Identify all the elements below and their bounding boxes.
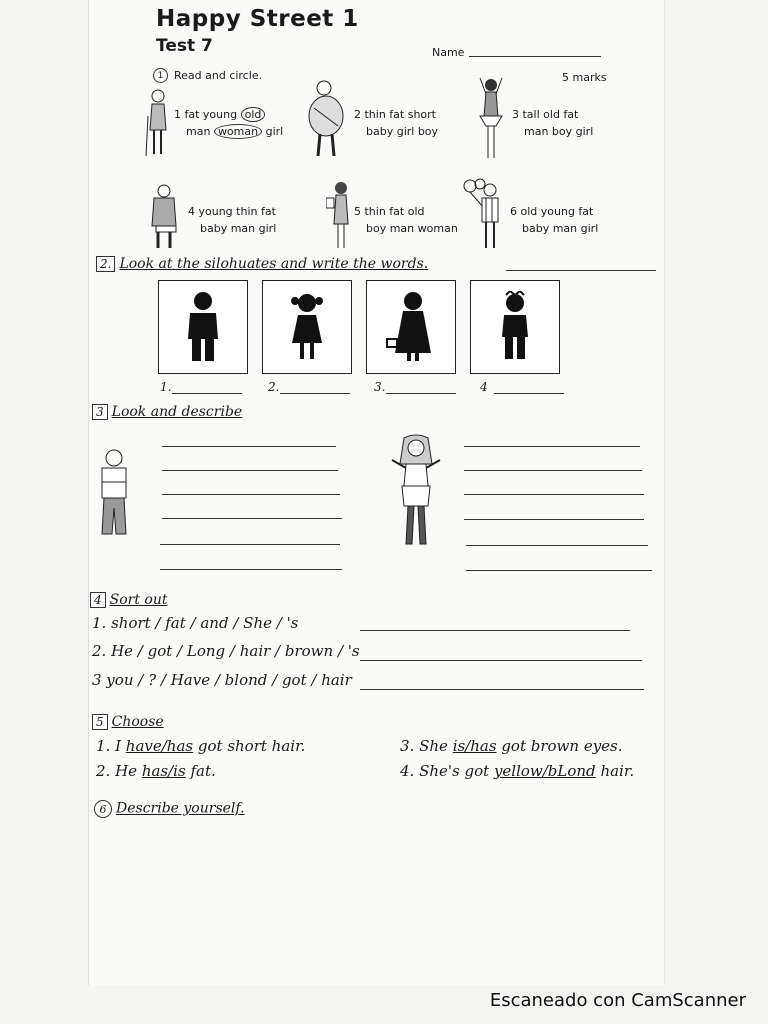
section4-instruction: Sort out <box>109 592 168 608</box>
old-woman-figure <box>140 86 170 158</box>
man-silhouette-icon <box>178 291 228 363</box>
choose-text: got brown eyes. <box>501 737 623 755</box>
describe-line-left-2[interactable] <box>162 470 338 471</box>
name-label: Name <box>432 46 465 59</box>
section3-heading <box>92 404 242 420</box>
choose-text: got short hair. <box>197 737 306 755</box>
choose-item-3 <box>400 737 623 755</box>
woman-reading-figure <box>326 180 352 252</box>
item-2 <box>354 106 438 140</box>
answer-label-3: 3. <box>374 380 386 394</box>
describe-line-left-1[interactable] <box>162 446 336 447</box>
answer-label-2: 2. <box>268 380 280 394</box>
section2-instruction: Look at the silohuates and write the words. <box>119 256 429 272</box>
choose-text: hair. <box>600 762 635 780</box>
section2-underline-extension <box>506 270 656 271</box>
tall-girl-figure <box>476 76 506 162</box>
choose-item-2 <box>96 762 216 780</box>
sortout-line-1: 1. short / fat / and / She / 's <box>92 614 299 632</box>
choose-options: have/has <box>125 737 194 755</box>
choose-options: is/has <box>452 737 497 755</box>
sortout-answer-1[interactable] <box>360 630 630 631</box>
item-4-line1: 4 young thin fat <box>188 205 276 218</box>
silhouette-box-4 <box>470 280 560 374</box>
section3-instruction: Look and describe <box>111 404 243 420</box>
item-1-line1: 1 fat young <box>174 108 238 121</box>
describe-line-left-5[interactable] <box>160 544 340 545</box>
item-5-line1: 5 thin fat old <box>354 205 425 218</box>
boy-describe-figure <box>94 448 134 538</box>
item-5 <box>354 203 458 237</box>
camscanner-watermark: Escaneado con CamScanner <box>489 990 746 1011</box>
section5-instruction: Choose <box>111 714 164 730</box>
sortout-answer-3[interactable] <box>360 689 644 690</box>
item-4 <box>188 203 276 237</box>
sortout-line-2: 2. He / got / Long / hair / brown / 's <box>92 642 360 660</box>
item-6 <box>510 203 598 237</box>
choose-text: 3. She <box>400 737 448 755</box>
describe-line-left-3[interactable] <box>162 494 340 495</box>
answer-blank-1[interactable] <box>172 393 242 394</box>
sortout-answer-2[interactable] <box>360 660 642 661</box>
item-3-line2: man boy girl <box>524 125 594 138</box>
answer-label-4: 4 <box>480 380 488 394</box>
old-man-figure <box>142 182 182 252</box>
describe-line-right-1[interactable] <box>464 446 640 447</box>
answer-blank-2[interactable] <box>280 393 350 394</box>
choose-options: yellow/bLond <box>493 762 596 780</box>
answer-blank-4[interactable] <box>494 393 564 394</box>
section3-number: 3 <box>92 404 108 420</box>
worksheet-page <box>88 0 665 985</box>
sortout-line-3: 3 you / ? / Have / blond / got / hair <box>92 671 352 689</box>
describe-line-right-5[interactable] <box>466 545 648 546</box>
choose-item-1 <box>96 737 305 755</box>
item-4-line2: baby man girl <box>200 222 277 235</box>
circled-answer: woman <box>214 124 262 139</box>
section4-heading <box>90 592 168 608</box>
test-number: Test 7 <box>156 36 213 56</box>
answer-blank-3[interactable] <box>386 393 456 394</box>
section2-number: 2. <box>96 256 115 272</box>
woman-silhouette-icon <box>383 291 439 363</box>
girl-describe-figure <box>386 434 446 550</box>
describe-line-right-3[interactable] <box>464 494 644 495</box>
choose-text: 1. I <box>96 737 122 755</box>
boy-balloons-figure <box>462 178 502 252</box>
section1-marks: 5 marks <box>562 71 607 84</box>
item-6-line2: baby man girl <box>522 222 599 235</box>
girl-silhouette-icon <box>282 291 332 363</box>
item-3-line1: 3 tall old fat <box>512 108 579 121</box>
silhouette-box-1 <box>158 280 248 374</box>
describe-line-right-4[interactable] <box>464 519 644 520</box>
choose-text: fat. <box>190 762 216 780</box>
item-1-word: man <box>186 125 211 138</box>
item-1 <box>174 106 283 140</box>
worksheet-title: Happy Street 1 <box>156 6 359 32</box>
choose-item-4 <box>400 762 634 780</box>
section6-number: 6 <box>94 800 112 818</box>
describe-line-right-2[interactable] <box>464 470 642 471</box>
choose-text: 4. She's got <box>400 762 490 780</box>
silhouette-box-3 <box>366 280 456 374</box>
item-6-line1: 6 old young fat <box>510 205 594 218</box>
item-5-line2: boy man woman <box>366 222 458 235</box>
section4-number: 4 <box>90 592 106 608</box>
describe-line-left-6[interactable] <box>160 569 342 570</box>
answer-label-1: 1. <box>160 380 172 394</box>
describe-line-left-4[interactable] <box>162 518 342 519</box>
item-2-line1: 2 thin fat short <box>354 108 436 121</box>
section1-number: 1 <box>153 68 168 83</box>
item-1-word: girl <box>265 125 284 138</box>
silhouette-box-2 <box>262 280 352 374</box>
choose-text: 2. He <box>96 762 138 780</box>
section1-heading <box>153 68 262 83</box>
section5-heading <box>92 714 164 730</box>
section2-heading <box>96 256 428 272</box>
section6-heading <box>94 800 245 818</box>
section1-instruction: Read and circle. <box>174 69 263 82</box>
choose-options: has/is <box>141 762 186 780</box>
section5-number: 5 <box>92 714 108 730</box>
section6-instruction: Describe yourself. <box>116 800 245 817</box>
item-2-line2: baby girl boy <box>366 125 439 138</box>
boy-silhouette-icon <box>490 291 540 363</box>
describe-line-right-6[interactable] <box>466 570 652 571</box>
name-blank <box>469 56 601 57</box>
circled-answer: old <box>241 107 266 122</box>
item-3 <box>512 106 593 140</box>
fat-man-figure <box>304 78 348 160</box>
